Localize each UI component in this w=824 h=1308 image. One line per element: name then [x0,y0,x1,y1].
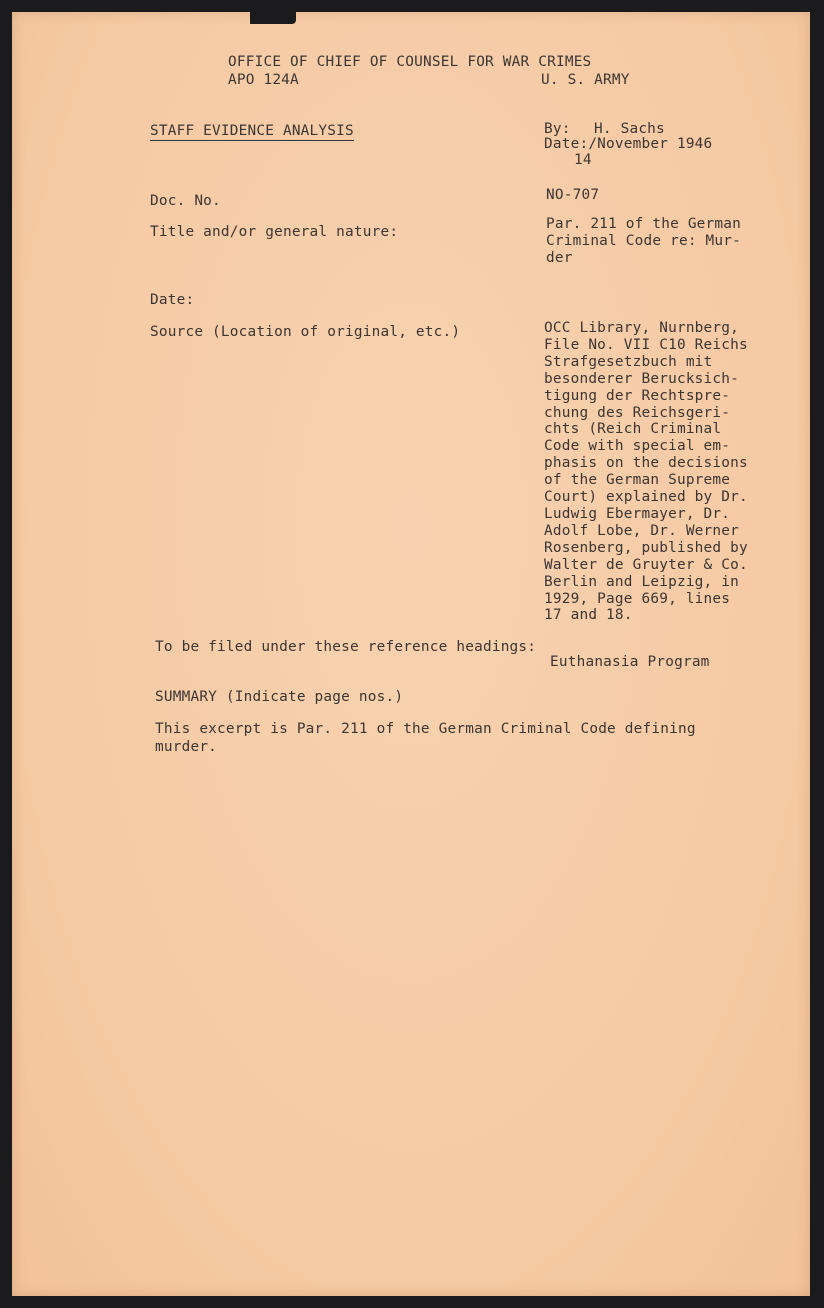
date-prepared: Date:/November 1946 [544,136,713,152]
summary-label: SUMMARY (Indicate page nos.) [155,689,404,705]
summary-line: murder. [155,739,218,755]
source-line: besonderer Berucksich- [544,370,740,387]
title-label: Title and/or general nature: [150,224,399,240]
title-line: Par. 211 of the German [546,216,742,232]
doc-no-value: NO-707 [546,187,600,203]
source-line: Code with special em- [544,438,731,455]
doc-no-label: Doc. No. [150,193,221,209]
filed-value: Euthanasia Program [550,654,710,670]
title-value [546,216,741,267]
source-line: Rosenberg, published by [544,539,748,556]
source-label: Source (Location of original, etc.) [150,324,461,340]
date-field-label: Date: [150,292,195,308]
source-value [544,320,748,624]
army-label: U. S. ARMY [541,72,630,88]
source-line: chts (Reich Criminal [544,421,722,438]
summary-line: This excerpt is Par. 211 of the German Criminal Code defining [155,721,696,737]
title-line: der [546,250,573,266]
date-day: 14 [574,152,592,168]
source-line: Walter de Gruyter & Co. [544,556,748,573]
source-line: Court) explained by Dr. [544,489,748,506]
title-line: Criminal Code re: Mur- [546,233,742,249]
source-line: chung des Reichsgeri- [544,404,731,421]
by-label: By: [544,121,571,137]
office-heading: OFFICE OF CHIEF OF COUNSEL FOR WAR CRIMES [228,54,592,70]
source-line: Berlin and Leipzig, in [544,573,740,590]
source-line: phasis on the decisions [544,455,748,472]
source-line: OCC Library, Nurnberg, [544,320,740,336]
source-line: Ludwig Ebermayer, Dr. [544,505,731,522]
filed-label: To be filed under these reference headings: [155,639,537,655]
source-line: of the German Supreme [544,472,731,489]
source-line: 17 and 18. [544,607,633,624]
torn-edge [250,12,296,24]
by-value: H. Sachs [594,121,665,137]
source-line: Strafgesetzbuch mit [544,353,713,370]
source-line: Adolf Lobe, Dr. Werner [544,522,740,539]
source-line: 1929, Page 669, lines [544,590,731,607]
summary-text [155,720,696,756]
source-line: File No. VII C10 Reichs [544,336,748,353]
source-line: tigung der Rechtspre- [544,387,731,404]
form-title: STAFF EVIDENCE ANALYSIS [150,123,354,139]
apo-number: APO 124A [228,72,299,88]
